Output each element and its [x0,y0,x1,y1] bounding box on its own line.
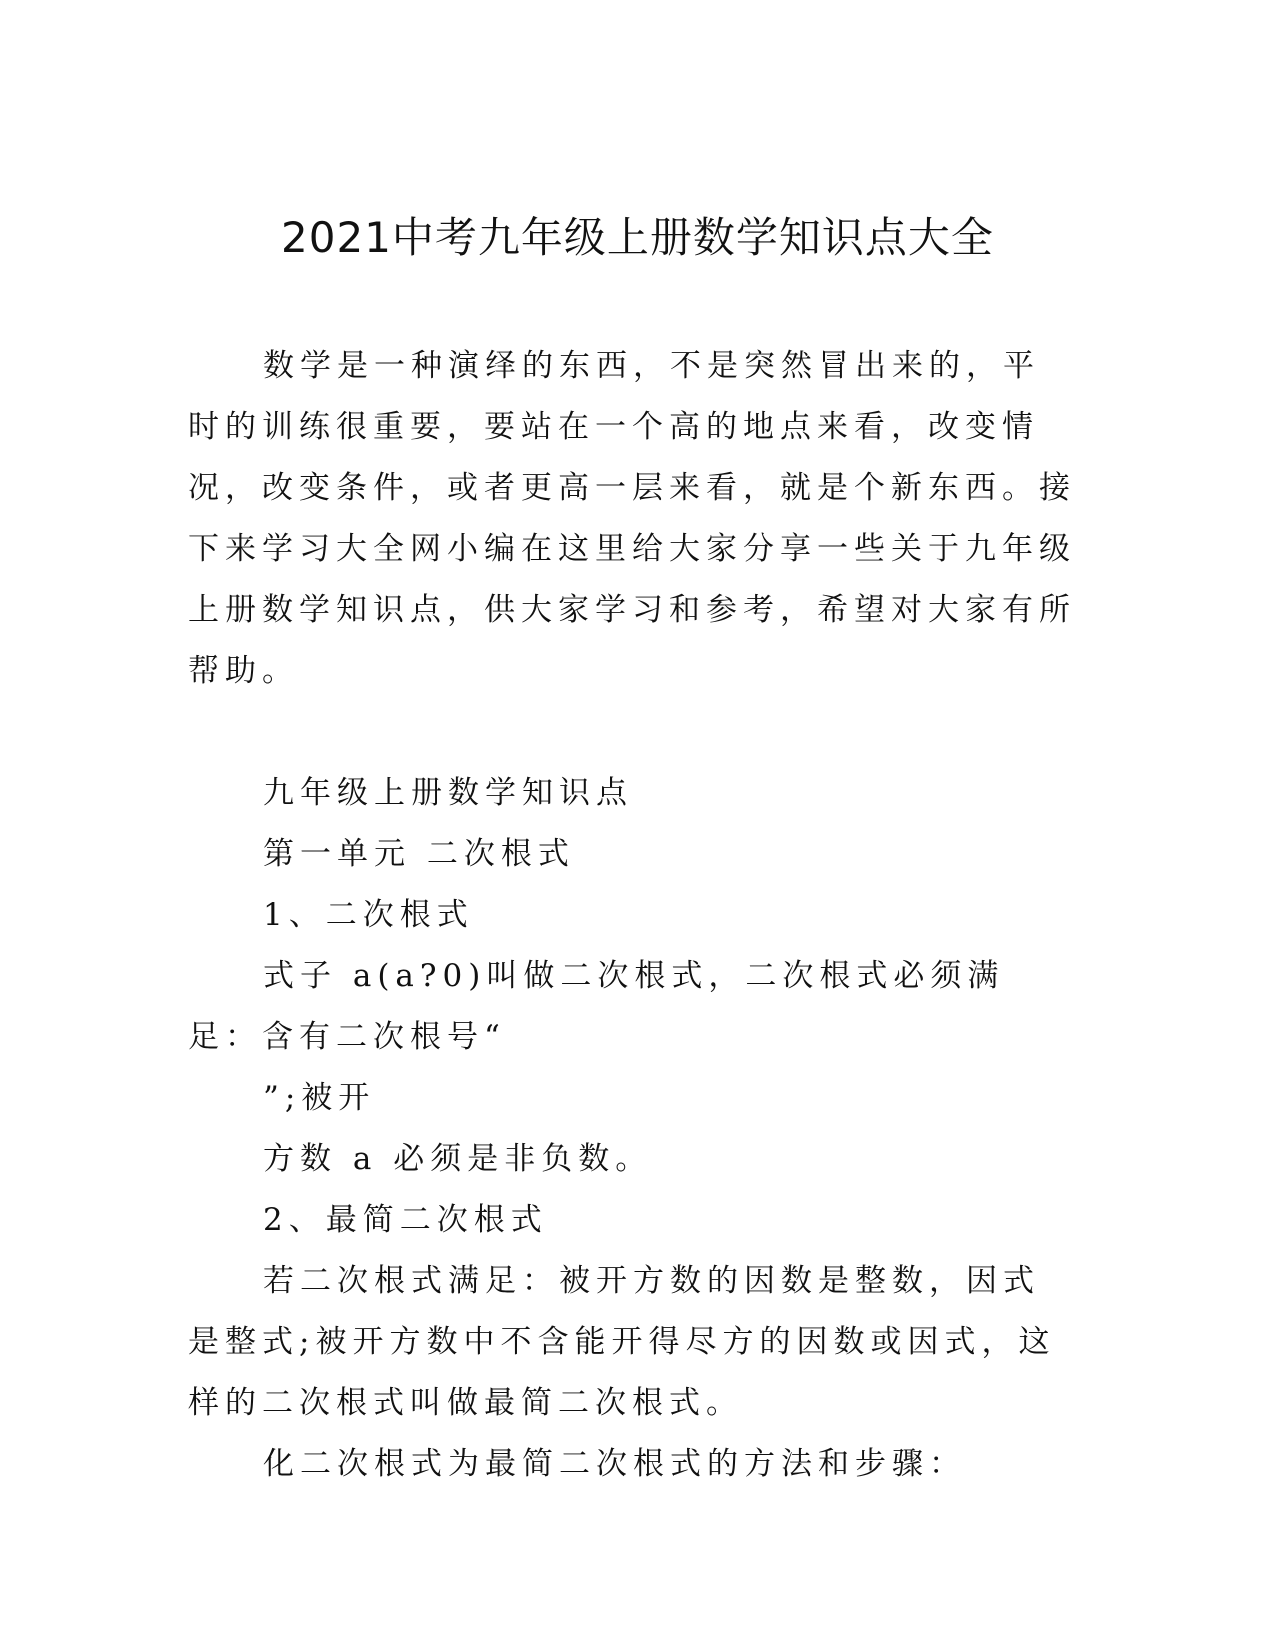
method-heading: 化二次根式为最简二次根式的方法和步骤： [263,1446,966,1482]
item1-text-a: 式子 a(a?0)叫做二次根式，二次根式必须满足：含有二次根号“ [188,958,1005,1055]
item2-heading: 2、最简二次根式 [263,1202,548,1238]
document-title: 2021中考九年级上册数学知识点大全 [281,213,994,262]
paragraph-spacer [188,702,1076,763]
intro-paragraph: 数学是一种演绎的东西，不是突然冒出来的，平时的训练很重要，要站在一个高的地点来看，改变情况，改变条件，或者更高一层来看，就是个新东西。接下来学习大全网小编在这里给大家分享一些关于九年级上册数学知识点，供大家学习和参考，希望对大家有所帮助。 [188,348,1076,689]
item1-heading: 1、二次根式 [263,897,474,933]
document-body [188,336,1076,1495]
unit-heading: 第一单元 二次根式 [263,836,575,872]
item2-text: 若二次根式满足：被开方数的因数是整数，因式是整式;被开方数中不含能开得尽方的因数或因式，这样的二次根式叫做最简二次根式。 [188,1263,1056,1421]
section-heading: 九年级上册数学知识点 [263,775,633,811]
item1-text-c: 方数 a 必须是非负数。 [263,1141,653,1177]
item1-text-b: ”;被开 [263,1080,376,1116]
